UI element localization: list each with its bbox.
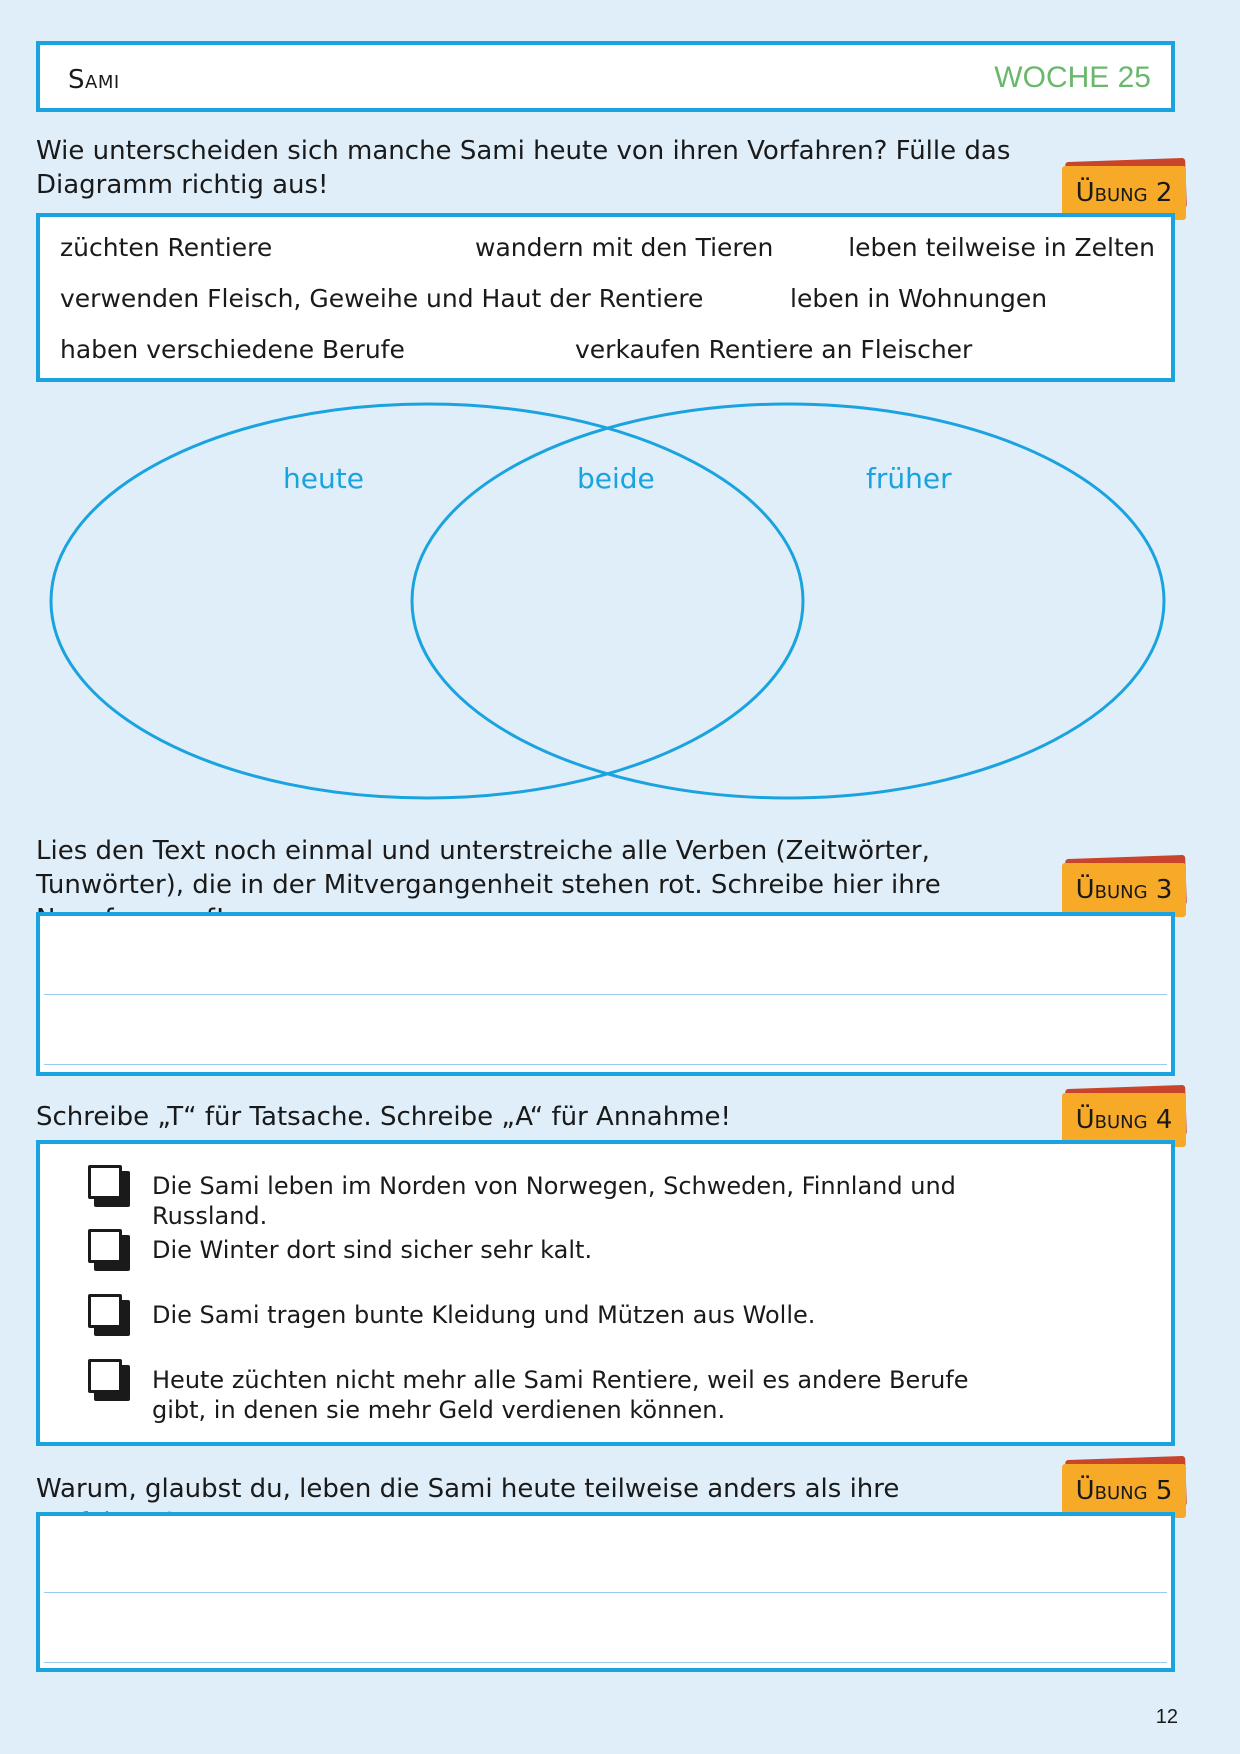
exercise-3-answer-box[interactable] [36, 912, 1175, 1076]
answer-checkbox[interactable] [88, 1229, 130, 1271]
venn-label-beide: beide [577, 462, 655, 495]
exercise-5-answer-box[interactable] [36, 1512, 1175, 1672]
answer-checkbox[interactable] [88, 1294, 130, 1336]
statement-row [88, 1229, 972, 1271]
word-item: verwenden Fleisch, Geweihe und Haut der Rentiere [60, 284, 704, 313]
statement-row [88, 1165, 972, 1231]
exercise-3-badge [1062, 863, 1188, 917]
exercise-2-question: Wie unterscheiden sich manche Sami heute von ihren Vorfahren? Fülle das Diagramm richtig aus! [36, 136, 1011, 200]
venn-left-circle [51, 404, 803, 798]
writing-line [44, 1662, 1167, 1663]
exercise-5-badge [1062, 1464, 1188, 1518]
topic-title: Sami [68, 65, 120, 95]
word-item: verkaufen Rentiere an Fleischer [575, 335, 973, 364]
exercise-5-question: Warum, glaubst du, leben die Sami heute teilweise anders als ihre [36, 1474, 900, 1504]
statement-text: Die Sami tragen bunte Kleidung und Mützen aus Wolle. [152, 1301, 816, 1329]
badge-label: Übung 3 [1062, 863, 1186, 917]
venn-label-heute: heute [283, 462, 364, 495]
writing-line [44, 994, 1167, 995]
statement-row [88, 1294, 972, 1336]
venn-right-circle [412, 404, 1164, 798]
writing-line [44, 1064, 1167, 1065]
statement-row [88, 1359, 972, 1425]
statement-text: Die Winter dort sind sicher sehr kalt. [152, 1236, 593, 1264]
badge-label: Übung 2 [1062, 166, 1186, 220]
statement-text: Die Sami leben im Norden von Norwegen, Schweden, Finnland und Russland. [152, 1172, 956, 1230]
week-label: WOCHE 25 [994, 61, 1151, 94]
writing-line [44, 1592, 1167, 1593]
word-item: leben teilweise in Zelten [848, 233, 1155, 262]
badge-label: Übung 5 [1062, 1464, 1186, 1518]
venn-label-frueher: früher [866, 462, 952, 495]
statement-text: Heute züchten nicht mehr alle Sami Rentiere, weil es andere Berufe gibt, in denen sie mehr Geld verdienen können. [152, 1366, 969, 1424]
answer-checkbox[interactable] [88, 1165, 130, 1207]
exercise-3-question: Lies den Text noch einmal und unterstreiche alle Verben (Zeitwörter, Tunwörter), die in der Mitvergangenheit stehen rot. Schreibe hier ihre [36, 836, 941, 900]
exercise-4-badge [1062, 1093, 1188, 1147]
word-item: wandern mit den Tieren [475, 233, 774, 262]
answer-checkbox[interactable] [88, 1359, 130, 1401]
badge-label: Übung 4 [1062, 1093, 1186, 1147]
word-item: züchten Rentiere [60, 233, 273, 262]
exercise-4-question: Schreibe „T“ für Tatsache. Schreibe „A“ für Annahme! [36, 1102, 731, 1132]
word-item: leben in Wohnungen [790, 284, 1048, 313]
word-item: haben verschiedene Berufe [60, 335, 405, 364]
page-number: 12 [1155, 1706, 1178, 1728]
venn-diagram [0, 0, 1240, 820]
